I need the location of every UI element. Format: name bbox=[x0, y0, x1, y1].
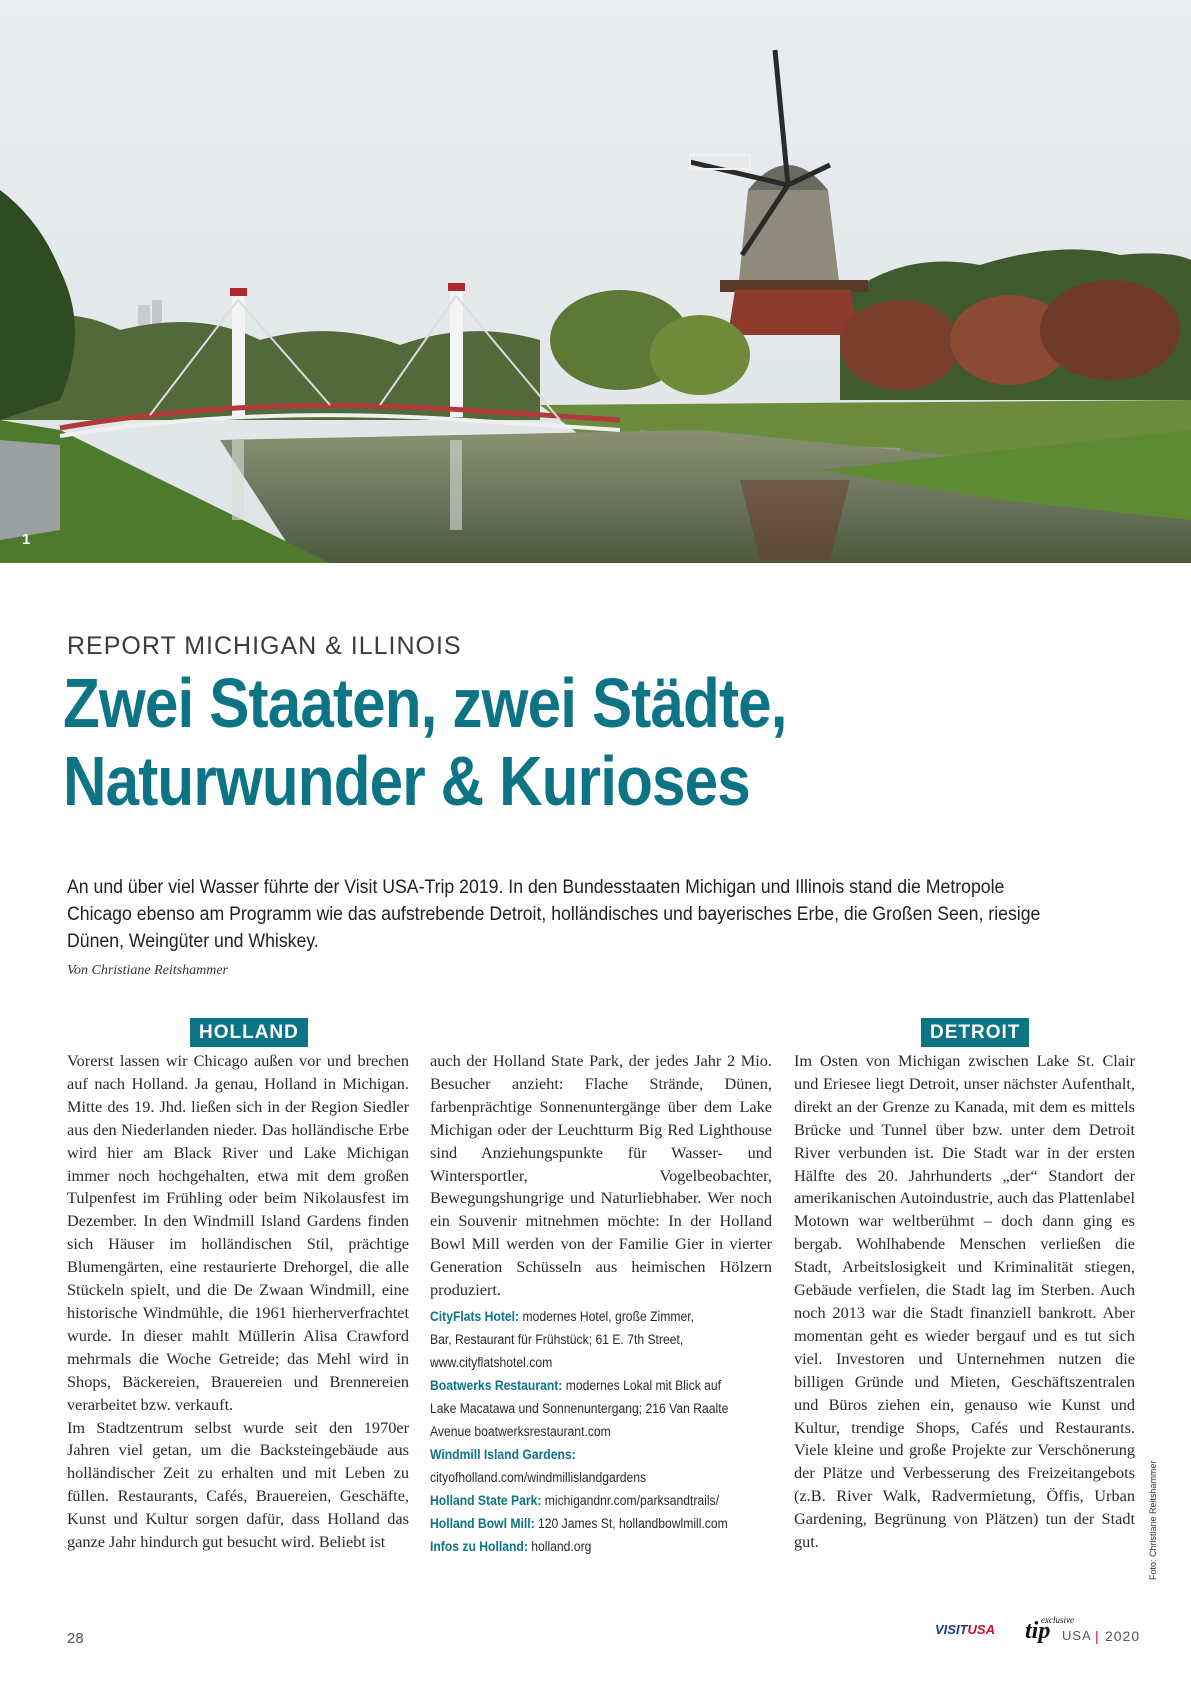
holland-paragraph-3: auch der Holland State Park, der jedes Jahr 2 Mio. Besucher anzieht: Flache Strände, Dünen, farbenprächtige Sonnenuntergänge über dem Lake Michigan oder der Leuchtturm Big Red Lighthouse sind Anziehungspunkte für Wasser- und Wintersportler, Vogelbeobachter, Bewegungshungrige und Naturliebhaber. Wer noch ein Souvenir mitnehmen möchte: In der Holland Bowl Mill werden von der Familie Gier in vierter Generation Schüsseln aus heimischen Hölzern produziert. bbox=[430, 1051, 772, 1300]
info-statepark-key: Holland State Park: bbox=[430, 1493, 542, 1508]
info-windmill-text1[interactable]: cityofholland.com/windmillislandgardens bbox=[430, 1470, 647, 1485]
tip-logo-exclusive: exclusive bbox=[1041, 1615, 1074, 1625]
detroit-paragraph-1: Im Osten von Michigan zwischen Lake St. Clair und Eriesee liegt Detroit, unser nächster Aufenthalt, direkt an der Grenze zu Kanada, mit dem es mittels Brücke und Tunnel über bzw. unter dem Detroit River verbunden ist. Die Stadt war in der ersten Hälfte des 20. Jahrhunderts „der“ Standort der amerikanischen Autoindustrie, auch das Plattenlabel Motown war weltberühmt – doch dann ging es bergab. Wohlhabende Menschen verließen die Stadt, Arbeitslosigkeit und Kriminalität stiegen, Gebäude verfielen, die Stadt lag im Sterben. Auch noch 2013 war die Stadt finanziell bankrott. Aber momentan geht es wieder bergauf und es tut sich viel. Investoren und Unternehmen nutzen die billigen Gründe und Mieten, Geschäftszentralen und Büros ziehen ein, genauso wie Kunst und Kultur, trendige Shops, Cafés und Restaurants. Viele kleine und große Projekte zur Verschönerung der Plätze und Verbesserung des Freizeitangebots (z.B. River Walk, Radvermietung, Öffis, Urban Gardening, Begrünung von Plätzen) tun der Stadt gut. bbox=[794, 1051, 1135, 1552]
column-detroit bbox=[794, 1050, 1135, 1554]
article-kicker: REPORT MICHIGAN & ILLINOIS bbox=[67, 632, 462, 660]
visit-usa-logo-usa: USA bbox=[967, 1622, 995, 1637]
holland-paragraph-2: Im Stadtzentrum selbst wurde seit den 1970er Jahren viel getan, um die Backsteingebäude aus holländischer Zeit zu erhalten und mit Leben zu füllen. Restaurants, Cafés, Brauereien, Geschäfte, Kunst und Kultur sorgen dafür, dass Holland das ganze Jahr hindurch gut besucht wird. Beliebt ist bbox=[67, 1417, 409, 1552]
info-statepark-line bbox=[430, 1489, 754, 1512]
holland-infobox bbox=[430, 1305, 790, 1558]
tip-logo: tip bbox=[1025, 1618, 1051, 1644]
visit-usa-logo bbox=[935, 1622, 995, 1637]
article-lead: An und über viel Wasser führte der Visit USA-Trip 2019. In den Bundesstaaten Michigan und Illinois stand die Metropole Chicago ebenso am Programm wie das aufstrebende Detroit, holländisches und bayerisches Erbe, die Großen Seen, riesige Dünen, Weingüter und Whiskey. bbox=[67, 877, 1041, 952]
section-heading-detroit: DETROIT bbox=[921, 1018, 1029, 1047]
info-cityflats-text2: Bar, Restaurant für Frühstück; 61 E. 7th Street, bbox=[430, 1332, 684, 1347]
info-boatwerks-text1: modernes Lokal mit Blick auf bbox=[562, 1378, 722, 1393]
holland-paragraph-1: Vorerst lassen wir Chicago außen vor und brechen auf nach Holland. Ja genau, Holland in Michigan. Mitte des 19. Jhd. ließen sich in der Region Siedler aus den Niederlanden nieder. Das holländische Erbe wird hier am Black River und Lake Michigan immer noch hochgehalten, etwa mit dem großen Tulpenfest im Frühling oder beim Nikolausfest im Dezember. In den Windmill Island Gardens finden sich Häuser im holländischen Stil, prächtige Blumengärten, eine restaurierte Drehorgel, die alle Stückeln spielt, und die De Zwaan Windmill, eine historische Windmühle, die 1961 hierherverfrachtet wurde. In dieser mahlt Müllerin Alisa Crawford mehrmals die Woche Getreide; das Mehl wird in Shops, Bäckereien, Brauereien und Brennereien verarbeitet bzw. verkauft. bbox=[67, 1051, 409, 1414]
info-boatwerks-text3[interactable]: Avenue boatwerksrestaurant.com bbox=[430, 1424, 611, 1439]
column-holland-1 bbox=[67, 1050, 409, 1554]
info-infos-text[interactable]: holland.org bbox=[527, 1539, 592, 1554]
info-bowlmill-line bbox=[430, 1512, 754, 1535]
photo-number: 1 bbox=[22, 531, 31, 548]
footer-separator: | bbox=[1095, 1628, 1099, 1644]
info-boatwerks-text2: Lake Macatawa und Sonnenuntergang; 216 Van Raalte bbox=[430, 1401, 729, 1416]
info-infos-key: Infos zu Holland: bbox=[430, 1539, 528, 1554]
info-statepark-text[interactable]: michigandnr.com/parksandtrails/ bbox=[541, 1493, 720, 1508]
info-cityflats-text3[interactable]: www.cityflatshotel.com bbox=[430, 1355, 553, 1370]
section-heading-holland: HOLLAND bbox=[190, 1018, 308, 1047]
info-windmill-key: Windmill Island Gardens: bbox=[430, 1447, 576, 1462]
article-byline: Von Christiane Reitshammer bbox=[67, 963, 228, 978]
column-holland-2 bbox=[430, 1050, 772, 1302]
visit-usa-logo-visit: VISIT bbox=[935, 1622, 968, 1637]
info-bowlmill-key: Holland Bowl Mill: bbox=[430, 1516, 535, 1531]
info-cityflats-line1 bbox=[430, 1305, 754, 1328]
windmill-landscape-illustration bbox=[0, 0, 1191, 563]
info-bowlmill-text[interactable]: 120 James St, hollandbowlmill.com bbox=[534, 1516, 728, 1531]
info-infos-line bbox=[430, 1535, 754, 1558]
page-number: 28 bbox=[67, 1630, 84, 1647]
issue-year: 2020 bbox=[1105, 1628, 1141, 1644]
photo-credit: Foto: Christiane Reitshammer bbox=[1148, 1460, 1158, 1580]
article-headline bbox=[63, 664, 992, 820]
headline-line-2: Naturwunder & Kurioses bbox=[63, 742, 750, 820]
info-boatwerks-key: Boatwerks Restaurant: bbox=[430, 1378, 563, 1393]
headline-line-1: Zwei Staaten, zwei Städte, bbox=[63, 664, 787, 742]
info-cityflats-key: CityFlats Hotel: bbox=[430, 1309, 520, 1324]
info-boatwerks-line1 bbox=[430, 1374, 754, 1397]
hero-photo bbox=[0, 0, 1191, 563]
tip-logo-usa: USA bbox=[1062, 1628, 1092, 1643]
footer-logos bbox=[935, 1615, 1145, 1648]
info-cityflats-text1: modernes Hotel, große Zimmer, bbox=[519, 1309, 695, 1324]
